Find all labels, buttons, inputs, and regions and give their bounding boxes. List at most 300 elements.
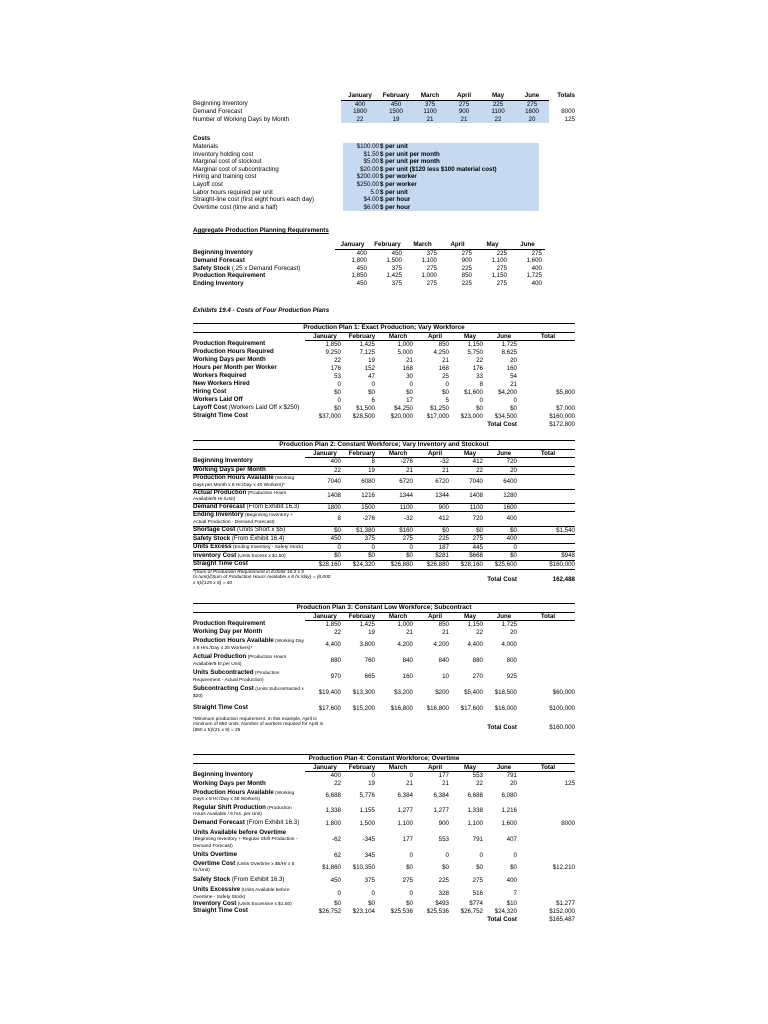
month-header: January bbox=[305, 763, 345, 772]
total-cost-value: $172,800 bbox=[549, 420, 575, 428]
cell: 1,850 bbox=[325, 341, 341, 349]
total-cost-value: $165,487 bbox=[549, 915, 575, 923]
cell: $25,536 bbox=[426, 907, 449, 915]
row-label-text: Overtime Cost bbox=[193, 859, 236, 867]
month-header: May bbox=[453, 332, 487, 341]
cell: 22 bbox=[476, 356, 483, 364]
cost-label: Inventory holding cost bbox=[193, 150, 254, 158]
cell: $4,200 bbox=[498, 388, 517, 396]
plan-row bbox=[193, 475, 575, 489]
cell: $0 bbox=[379, 552, 417, 561]
month-header: April bbox=[447, 92, 481, 100]
row-label-text: Shortage Cost bbox=[193, 526, 236, 534]
cell: 1,600 bbox=[501, 819, 517, 827]
cell: 400 bbox=[356, 249, 367, 257]
row-label-note: (From Exhibit 16.4) bbox=[230, 534, 285, 542]
plan-title: Production Plan 3: Constant Low Workforce; Subcontract bbox=[193, 604, 575, 613]
cell: $0 bbox=[453, 526, 487, 535]
cell: 21 bbox=[510, 380, 517, 388]
row-label: Number of Working Days by Month bbox=[193, 115, 290, 123]
cell: 225 bbox=[461, 279, 472, 287]
cell: -276 bbox=[379, 458, 417, 467]
row-label-text: Beginning Inventory bbox=[193, 457, 253, 465]
row-label bbox=[193, 265, 335, 273]
cell: 177 bbox=[438, 772, 449, 780]
cell: 1,100 bbox=[467, 819, 483, 827]
cell: 21 bbox=[442, 356, 449, 364]
row-label-text: Ending Inventory bbox=[193, 279, 244, 287]
total-cell bbox=[521, 789, 575, 804]
cell: 21 bbox=[442, 628, 449, 636]
cell: 275 bbox=[453, 535, 487, 544]
row-label bbox=[193, 629, 305, 637]
row-label bbox=[193, 552, 305, 561]
cell: $34,500 bbox=[494, 412, 517, 420]
row-label bbox=[193, 458, 305, 467]
month-header: February bbox=[379, 92, 413, 100]
cell: 21 bbox=[406, 780, 413, 788]
row-label-text: Actual Production bbox=[193, 488, 247, 496]
total-cell bbox=[521, 458, 575, 467]
cell: $0 bbox=[476, 404, 483, 412]
total-cell: $100,000 bbox=[549, 704, 575, 712]
month-header: June bbox=[487, 763, 521, 772]
row-label bbox=[193, 701, 305, 717]
cell: 1600 bbox=[515, 108, 549, 116]
cell: 7040 bbox=[305, 475, 345, 489]
cell: 20 bbox=[510, 628, 517, 636]
cell: 1600 bbox=[487, 503, 521, 512]
plan-row bbox=[193, 851, 575, 861]
cell: 1100 bbox=[453, 503, 487, 512]
plan2-table bbox=[193, 440, 575, 591]
row-label bbox=[193, 543, 305, 552]
cell: 160 bbox=[402, 672, 413, 680]
cost-label: Straight-line cost (first eight hours each day) bbox=[193, 196, 315, 204]
cell: 20 bbox=[515, 116, 549, 124]
cell: $26,880 bbox=[379, 560, 417, 569]
month-header: March bbox=[405, 241, 440, 249]
month-header: January bbox=[305, 449, 345, 458]
cell: 21 bbox=[406, 628, 413, 636]
cell: 800 bbox=[506, 656, 517, 664]
cell: $0 bbox=[406, 900, 413, 908]
cell: $20,000 bbox=[390, 412, 413, 420]
cell: 450 bbox=[356, 264, 367, 272]
cell: $493 bbox=[435, 900, 449, 908]
total-cell bbox=[521, 341, 575, 349]
cell: $16,800 bbox=[390, 704, 413, 712]
cell: -32 bbox=[417, 458, 453, 467]
month-header: February bbox=[345, 763, 379, 772]
total-cell: $12,210 bbox=[552, 863, 575, 871]
plan-title: Production Plan 4: Constant Workforce; Overtime bbox=[193, 755, 575, 764]
cell: 1,150 bbox=[491, 272, 507, 280]
row-label-note: (Units Overtime x $6/Hr x 5 hr./Unit) bbox=[193, 861, 295, 874]
cell: 6 bbox=[371, 396, 375, 404]
cell: 0 bbox=[479, 396, 483, 404]
cell: 760 bbox=[364, 656, 375, 664]
cell: 0 bbox=[337, 396, 341, 404]
cell: $1,250 bbox=[430, 404, 449, 412]
plan-row bbox=[193, 629, 575, 637]
row-label-text: New Workers Hired bbox=[193, 380, 250, 388]
plan-row bbox=[193, 669, 575, 685]
cell: 177 bbox=[402, 835, 413, 843]
plan-row bbox=[193, 405, 575, 413]
cost-unit: $ per unit per month bbox=[379, 151, 539, 159]
total-cell bbox=[521, 535, 575, 544]
row-label-note: (Ending Inventory - Safety Stock) bbox=[231, 545, 304, 551]
month-header: February bbox=[370, 241, 405, 249]
plan-row bbox=[193, 653, 575, 669]
row-label-text: Demand Forecast bbox=[193, 819, 245, 827]
cell: 152 bbox=[364, 364, 375, 372]
total-cell bbox=[521, 621, 575, 629]
total-cell: 125 bbox=[564, 115, 575, 123]
cell: $23,000 bbox=[460, 412, 483, 420]
cost-value: $1.50 bbox=[343, 151, 379, 159]
month-header: June bbox=[487, 332, 521, 341]
total-cost-value: $160,000 bbox=[549, 723, 575, 731]
plan-row bbox=[193, 819, 575, 829]
cell: $13,300 bbox=[352, 688, 375, 696]
cell: 22 bbox=[334, 628, 341, 636]
cost-unit: $ per unit per month bbox=[379, 158, 539, 166]
row-label-text: Actual Production bbox=[193, 653, 247, 661]
total-cell bbox=[521, 381, 575, 389]
cell: $1,600 bbox=[464, 388, 483, 396]
total-header: Total bbox=[521, 332, 575, 341]
row-label bbox=[193, 637, 305, 653]
cell: $16,000 bbox=[494, 704, 517, 712]
blank bbox=[193, 612, 305, 621]
cell: 553 bbox=[472, 772, 483, 780]
cell: $28,160 bbox=[453, 560, 487, 569]
cell: 0 bbox=[513, 396, 517, 404]
cell: 880 bbox=[472, 656, 483, 664]
cell: 1344 bbox=[417, 489, 453, 503]
cell: 8 bbox=[305, 512, 345, 526]
cell: $23,104 bbox=[352, 907, 375, 915]
row-label-note: (Production Hours Available / 5 hrs. per Unit) bbox=[193, 805, 292, 818]
blank bbox=[193, 449, 305, 458]
cell: 1,000 bbox=[421, 272, 437, 280]
cost-value: $100.00 bbox=[343, 143, 379, 151]
cell: 1100 bbox=[379, 503, 417, 512]
cell: $0 bbox=[334, 388, 341, 396]
row-label-text: Production Hours Available bbox=[193, 788, 274, 796]
cell: 412 bbox=[453, 458, 487, 467]
cell: -276 bbox=[345, 512, 379, 526]
cell: 1,000 bbox=[397, 621, 413, 629]
cell: 1,725 bbox=[501, 621, 517, 629]
row-label-text: Demand Forecast bbox=[193, 503, 245, 511]
cell: $24,320 bbox=[494, 907, 517, 915]
cell: 17 bbox=[406, 396, 413, 404]
total-cell: $1,540 bbox=[521, 526, 575, 535]
total-cost-row bbox=[193, 916, 575, 924]
cell: $28,500 bbox=[352, 412, 375, 420]
cell: $0 bbox=[476, 863, 483, 871]
row-label-text: Inventory Cost bbox=[193, 551, 237, 559]
total-cell: $7,000 bbox=[556, 404, 575, 412]
row-label-text: Layoff Cost bbox=[193, 404, 228, 412]
cell: 21 bbox=[406, 356, 413, 364]
cost-row bbox=[193, 181, 539, 189]
row-label-note: (Working Days x 8 Hr./Day x 38 Workers) bbox=[193, 790, 295, 803]
row-label-text: Units Available before Overtime bbox=[193, 828, 287, 836]
month-header: June bbox=[487, 612, 521, 621]
cell: 275 bbox=[402, 876, 413, 884]
row-label-text: Production Hours Available bbox=[193, 637, 274, 645]
cell: $160 bbox=[379, 526, 417, 535]
plan-title: Production Plan 2: Constant Workforce; Vary Inventory and Stockout bbox=[193, 441, 575, 450]
cell: 275 bbox=[447, 100, 481, 108]
cell: $1,380 bbox=[345, 526, 379, 535]
row-label-text: Ending Inventory bbox=[193, 511, 244, 519]
cell: $1,860 bbox=[322, 863, 341, 871]
row-label-text: Safety Stock bbox=[193, 534, 231, 542]
cell: 20 bbox=[510, 780, 517, 788]
plan-row bbox=[193, 804, 575, 819]
month-header: March bbox=[413, 92, 447, 100]
plan-row bbox=[193, 535, 575, 544]
cell: 8 bbox=[479, 380, 483, 388]
cost-row bbox=[193, 143, 539, 151]
cell: 4,400 bbox=[325, 640, 341, 648]
cell: 720 bbox=[487, 458, 521, 467]
cell: $25,600 bbox=[487, 560, 521, 569]
cell: 0 bbox=[445, 380, 449, 388]
total-cost-row bbox=[193, 717, 575, 739]
cell: 450 bbox=[356, 279, 367, 287]
apr-table bbox=[193, 241, 545, 288]
cell: 6,384 bbox=[433, 792, 449, 800]
total-cell bbox=[521, 489, 575, 503]
row-label bbox=[193, 489, 305, 503]
total-cell bbox=[521, 637, 575, 653]
plan-row bbox=[193, 900, 575, 908]
cell: -32 bbox=[379, 512, 417, 526]
cell: 1,500 bbox=[359, 819, 375, 827]
cell: 275 bbox=[461, 249, 472, 257]
row-label-text: Safety Stock bbox=[193, 876, 231, 884]
cell: 30 bbox=[406, 372, 413, 380]
row-label-text: Regular Shift Production bbox=[193, 803, 266, 811]
cell: 6,688 bbox=[467, 792, 483, 800]
cell: 6400 bbox=[487, 475, 521, 489]
plan-header-row bbox=[193, 449, 575, 458]
month-header: February bbox=[345, 332, 379, 341]
cost-value: $20.00 bbox=[343, 166, 379, 174]
cell: 791 bbox=[506, 772, 517, 780]
cell: 0 bbox=[409, 889, 413, 897]
cell: 1,850 bbox=[325, 621, 341, 629]
total-cell: $1,277 bbox=[556, 900, 575, 908]
cell: $0 bbox=[442, 388, 449, 396]
cost-unit: $ per worker bbox=[379, 181, 539, 189]
plan-row bbox=[193, 381, 575, 389]
cell: 1,800 bbox=[351, 257, 367, 265]
cell: 880 bbox=[330, 656, 341, 664]
row-label-note: (Production Hours Available/5 Hr./Unit) bbox=[193, 490, 287, 503]
plan-row bbox=[193, 874, 575, 887]
row-label bbox=[193, 512, 305, 526]
cell: 275 bbox=[426, 264, 437, 272]
cell: 375 bbox=[413, 100, 447, 108]
cell: 3,800 bbox=[359, 640, 375, 648]
cost-label: Materials bbox=[193, 143, 219, 150]
cell: 1100 bbox=[481, 108, 515, 116]
cell: 275 bbox=[379, 535, 417, 544]
cell: 1,425 bbox=[359, 341, 375, 349]
plan-row bbox=[193, 789, 575, 804]
cell: 375 bbox=[391, 279, 402, 287]
cell: 1408 bbox=[305, 489, 345, 503]
cell: 1,277 bbox=[397, 807, 413, 815]
cell: 850 bbox=[438, 341, 449, 349]
cell: 665 bbox=[364, 672, 375, 680]
cell: 19 bbox=[368, 628, 375, 636]
cell: 900 bbox=[438, 819, 449, 827]
total-cell bbox=[521, 475, 575, 489]
cell: 553 bbox=[438, 835, 449, 843]
cell: 1216 bbox=[345, 489, 379, 503]
cell: 1,150 bbox=[467, 341, 483, 349]
cell: $668 bbox=[453, 552, 487, 561]
cell: $4,250 bbox=[394, 404, 413, 412]
cell: 0 bbox=[409, 772, 413, 780]
row-label-text: Production Hours Required bbox=[193, 348, 274, 356]
cost-value: $250.00 bbox=[343, 181, 379, 189]
cell: 1,600 bbox=[526, 257, 542, 265]
cell: 6720 bbox=[417, 475, 453, 489]
cell: $0 bbox=[487, 552, 521, 561]
cell: 176 bbox=[472, 364, 483, 372]
cost-label: Marginal cost of subcontracting bbox=[193, 165, 279, 173]
row-label-text: Working Day per Month bbox=[193, 628, 263, 636]
cell: 270 bbox=[472, 672, 483, 680]
total-header: Total bbox=[521, 612, 575, 621]
cell: $17,000 bbox=[426, 412, 449, 420]
cell: 1,425 bbox=[386, 272, 402, 280]
apr-row bbox=[193, 272, 545, 280]
cell: 345 bbox=[364, 851, 375, 859]
cell: 1,725 bbox=[526, 272, 542, 280]
cell: 53 bbox=[334, 372, 341, 380]
row-label-text: Demand Forecast bbox=[193, 257, 245, 265]
cell: $774 bbox=[469, 900, 483, 908]
cost-label: Marginal cost of stockout bbox=[193, 158, 262, 166]
row-label-text: Production Hours Available bbox=[193, 474, 274, 482]
month-header: June bbox=[510, 241, 545, 249]
cell: 840 bbox=[438, 656, 449, 664]
cell: 0 bbox=[379, 543, 417, 552]
cell: $26,752 bbox=[460, 907, 483, 915]
cell: 4,200 bbox=[397, 640, 413, 648]
total-cell bbox=[521, 772, 575, 780]
cell: 21 bbox=[413, 116, 447, 124]
apr-row bbox=[193, 280, 545, 288]
row-label-note: (Working Day x 8 Hrs./Day x 25 Workers)* bbox=[193, 639, 304, 651]
plan-row bbox=[193, 829, 575, 851]
blank bbox=[193, 332, 305, 341]
cost-label: Hiring and training cost bbox=[193, 173, 257, 181]
cell: 22 bbox=[453, 466, 487, 475]
row-label-text: Working Days per Month bbox=[193, 356, 266, 364]
cell: 22 bbox=[481, 116, 515, 124]
apr-row bbox=[193, 265, 545, 273]
cell: 400 bbox=[531, 279, 542, 287]
cell: 25 bbox=[442, 372, 449, 380]
row-label-note: (Units Subcontracted x $20) bbox=[193, 687, 304, 699]
plan-header-row bbox=[193, 763, 575, 772]
total-cost-label: Total Cost bbox=[487, 915, 517, 923]
cell: 1,216 bbox=[501, 807, 517, 815]
cell: 4,000 bbox=[501, 640, 517, 648]
cell: 275 bbox=[496, 264, 507, 272]
cell: 900 bbox=[447, 108, 481, 116]
cell: $281 bbox=[417, 552, 453, 561]
cell: $26,752 bbox=[318, 907, 341, 915]
cell: 7,125 bbox=[359, 348, 375, 356]
row-label-text: Hours per Month per Worker bbox=[193, 364, 277, 372]
plan-title-row bbox=[193, 324, 575, 333]
cell: 4,250 bbox=[433, 348, 449, 356]
month-header: June bbox=[487, 449, 521, 458]
plan-title-row bbox=[193, 755, 575, 764]
row-label bbox=[193, 685, 305, 701]
row-label-note: (Production Requirement - Actual Production) bbox=[193, 671, 280, 683]
plan-row bbox=[193, 772, 575, 780]
cell: $5,400 bbox=[464, 688, 483, 696]
cell: 275 bbox=[426, 279, 437, 287]
cell: 33 bbox=[476, 372, 483, 380]
total-cell bbox=[521, 653, 575, 669]
plan-row bbox=[193, 908, 575, 916]
cell: $0 bbox=[510, 863, 517, 871]
cell: 22 bbox=[334, 356, 341, 364]
plan-row bbox=[193, 701, 575, 717]
plan-row bbox=[193, 861, 575, 874]
cell: 22 bbox=[476, 628, 483, 636]
plan-row bbox=[193, 543, 575, 552]
month-header: March bbox=[379, 763, 417, 772]
row-label-note: (Production Hours Available/5 hr.per Unit) bbox=[193, 655, 287, 667]
cell: 168 bbox=[402, 364, 413, 372]
cell: 450 bbox=[379, 100, 413, 108]
cost-unit: $ per hour bbox=[379, 196, 539, 204]
cell: $28,160 bbox=[305, 560, 345, 569]
total-cost-label: Total Cost bbox=[487, 723, 517, 731]
cell: 5,750 bbox=[467, 348, 483, 356]
footnote: *Minimum production requirement. In this example, April is minimum of 850 units. Number of workers required for April is (850 x 5)/(21 x 8) = 25 bbox=[193, 716, 324, 733]
cost-value: $5.00 bbox=[343, 158, 379, 166]
cell: 1,100 bbox=[421, 257, 437, 265]
row-label-note: (Units Excess x $1.50) bbox=[236, 553, 286, 559]
cell: 400 bbox=[487, 512, 521, 526]
cell: 275 bbox=[496, 279, 507, 287]
row-label-text: Workers Laid Off bbox=[193, 396, 243, 404]
cost-unit: $ per unit bbox=[379, 143, 539, 151]
cell: 1280 bbox=[487, 489, 521, 503]
cell: $18,500 bbox=[494, 688, 517, 696]
row-label bbox=[193, 560, 305, 569]
plan-row bbox=[193, 365, 575, 373]
apr-header-row bbox=[193, 241, 545, 249]
total-header: Total bbox=[521, 449, 575, 458]
